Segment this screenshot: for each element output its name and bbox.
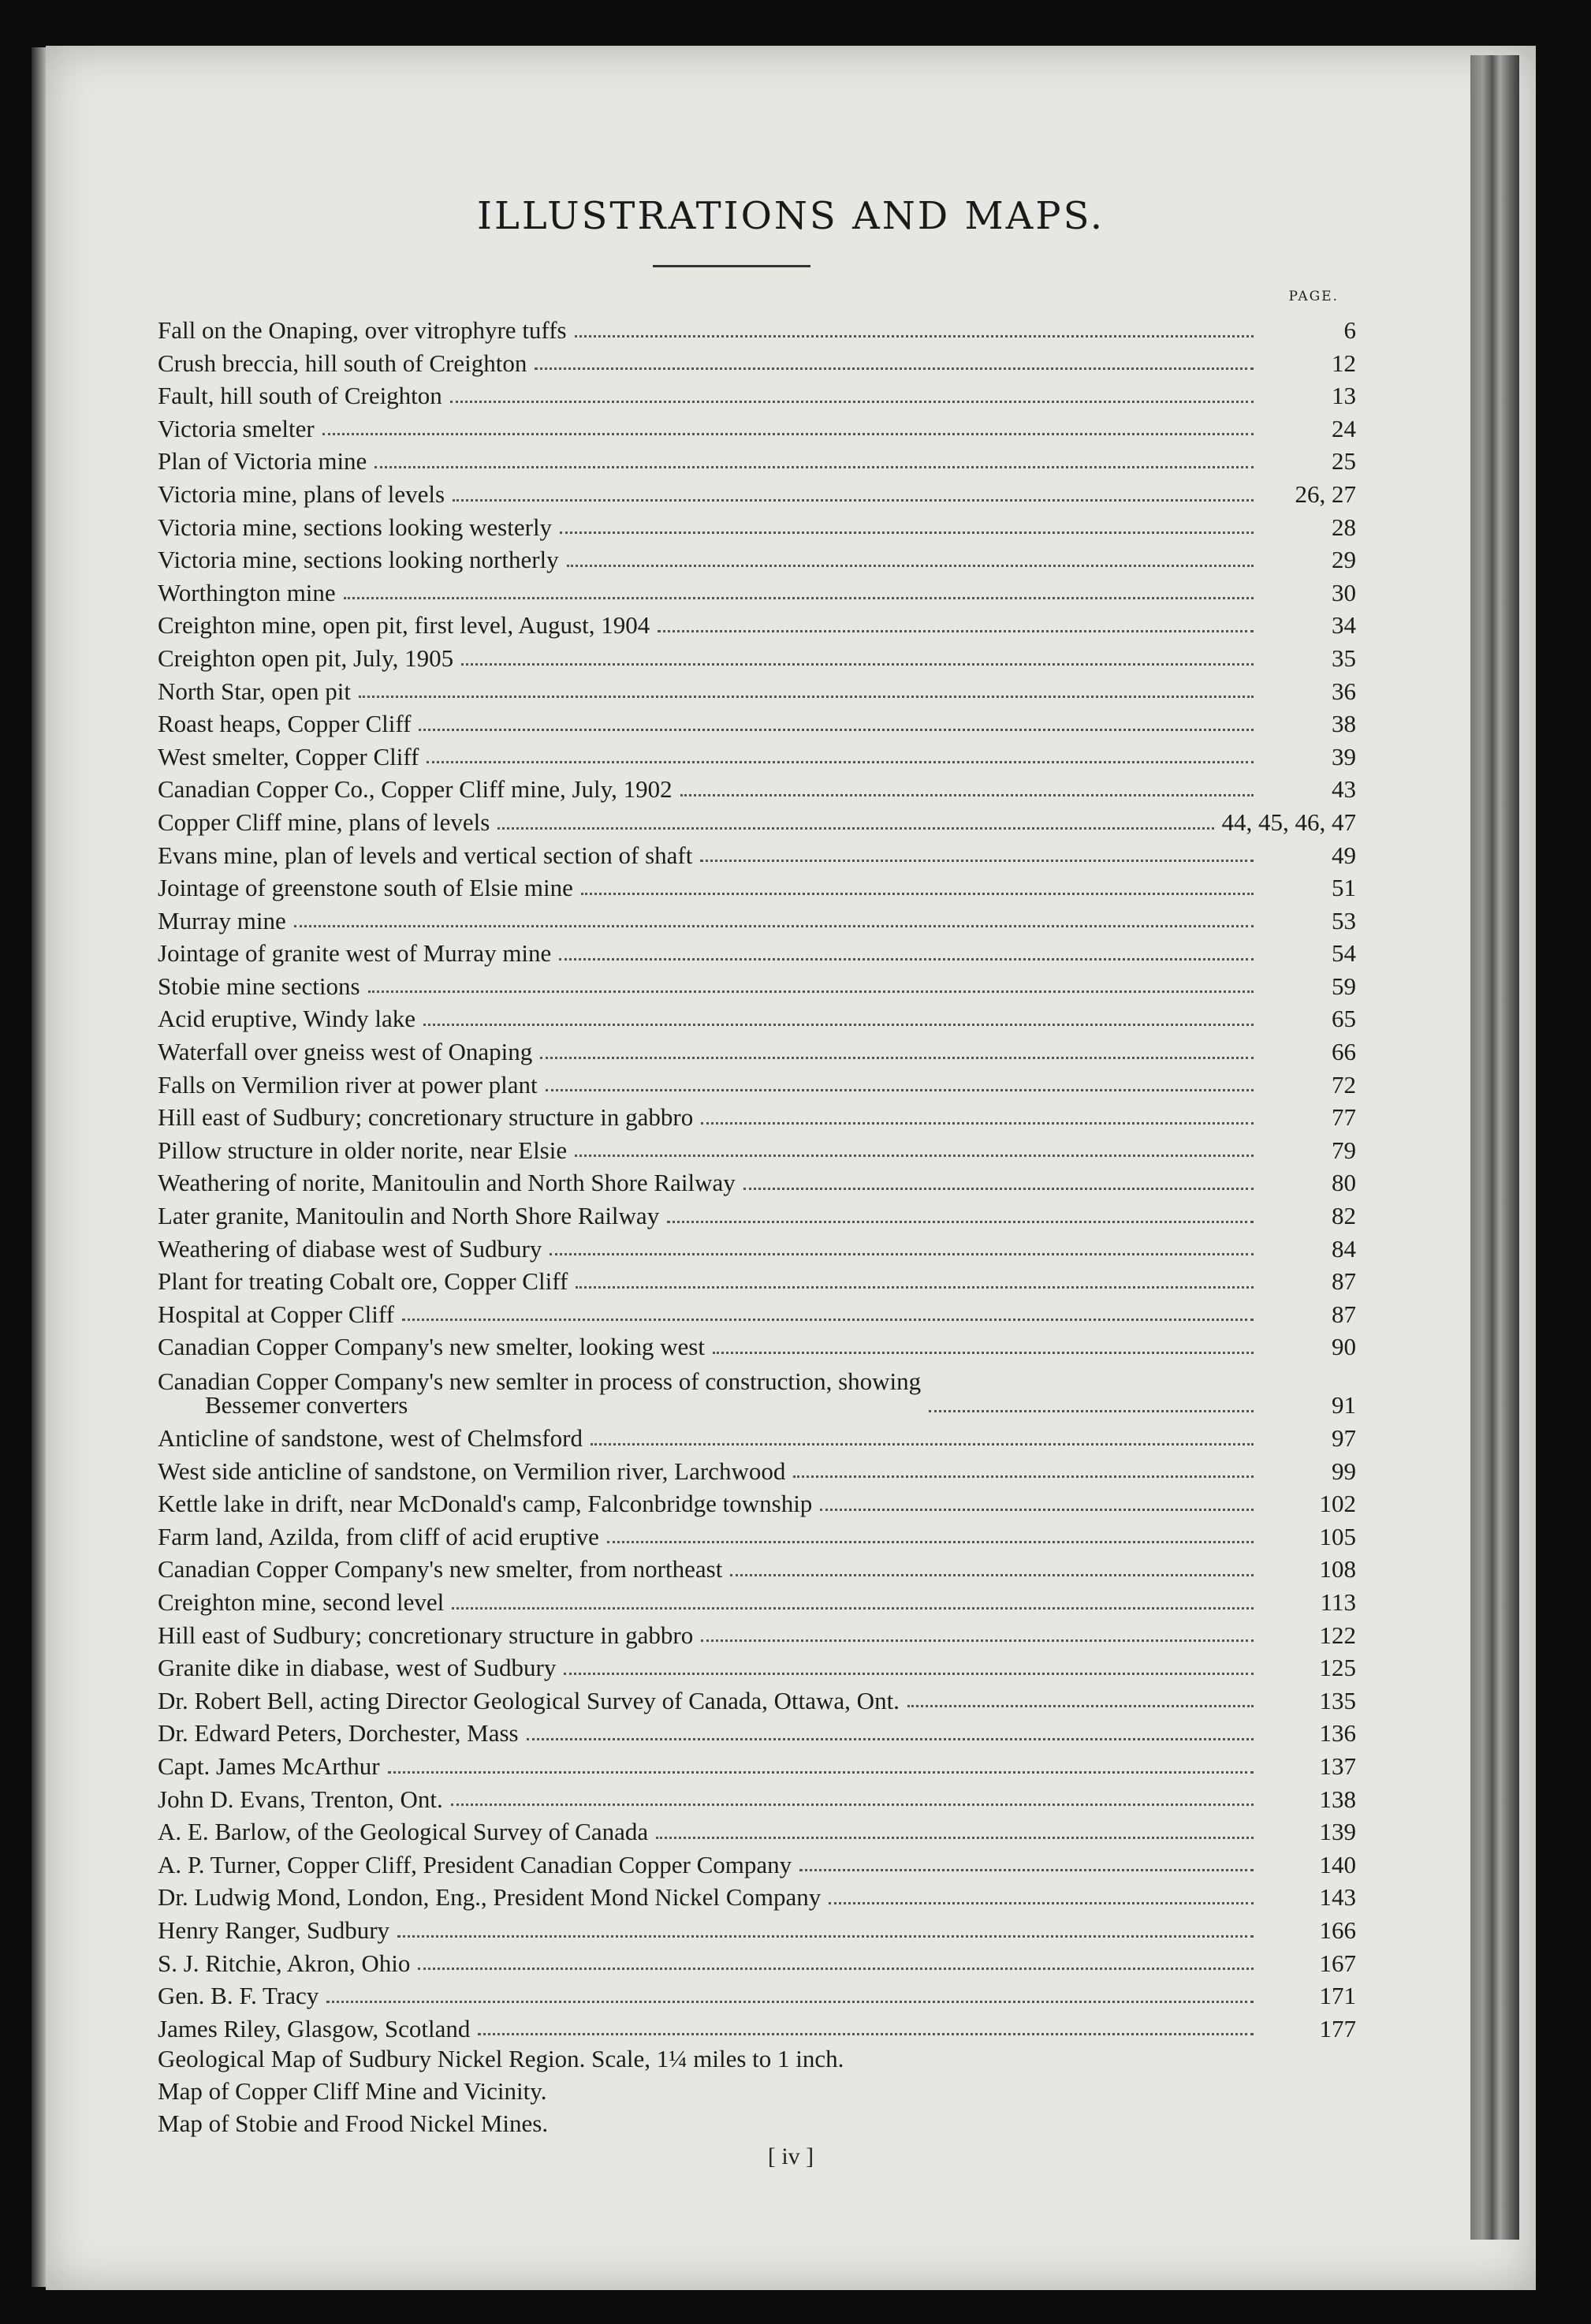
list-item [158,1783,1356,1816]
entry-title-text: Canadian Copper Co., Copper Cliff mine, July, 1902 [158,775,673,804]
list-item [158,445,1356,478]
page-number: 143 [1319,1883,1356,1912]
entry-title-text: John D. Evans, Trenton, Ont. [158,1785,443,1813]
dot-leader [344,597,1254,599]
dot-leader [929,1410,1254,1412]
entry-title-text: Fall on the Onaping, over vitrophyre tuffs [158,316,567,344]
page-folio: [ iv ] [767,2143,814,2169]
dot-leader [820,1509,1254,1511]
entry-title [158,576,336,610]
dot-leader [701,1639,1254,1642]
entry-title-text: Waterfall over gneiss west of Onaping [158,1038,533,1066]
page-number: 87 [1332,1267,1356,1296]
entry-title [158,1651,556,1684]
entry-title [158,839,692,872]
list-item [158,1553,1356,1586]
entry-title [158,1455,785,1488]
list-item [158,1684,1356,1718]
page-number: 72 [1332,1070,1356,1099]
entry-title [158,1487,812,1520]
dot-leader [423,1024,1254,1026]
dot-leader [326,2001,1254,2003]
entry-title-text: Capt. James McArthur [158,1751,380,1780]
entry-title-text: Hill east of Sudbury; concretionary structure in gabbro [158,1621,694,1649]
page-number: 30 [1332,578,1356,606]
list-item [158,642,1356,675]
dot-leader [793,1475,1254,1478]
list-item [158,1619,1356,1652]
entry-title-text: Crush breccia, hill south of Creighton [158,349,527,377]
page-number: 54 [1332,939,1356,968]
dot-leader [713,1352,1254,1354]
dot-leader [581,893,1254,895]
entry-title-text: Creighton mine, open pit, first level, August, 1904 [158,611,650,640]
dot-leader [546,1089,1254,1091]
entry-title-text: Victoria smelter [158,414,315,442]
entry-title [158,1233,542,1266]
entry-title [158,445,367,478]
dot-leader [907,1705,1254,1707]
entry-title-text: James Riley, Glasgow, Scotland [158,2014,471,2042]
dot-leader [535,367,1254,370]
entry-title-text: Jointage of greenstone south of Elsie mine [158,874,573,902]
page-number: 135 [1319,1686,1356,1714]
entry-title [158,1815,648,1848]
entry-title-text: Jointage of granite west of Murray mine [158,939,552,968]
entry-title [158,1298,394,1331]
entry-title [158,609,650,642]
page-number: 38 [1332,710,1356,738]
page-number: 87 [1332,1300,1356,1328]
page-number: 80 [1332,1169,1356,1197]
entry-title [158,1783,443,1816]
page-number: 26, 27 [1295,479,1356,508]
dot-leader [388,1771,1254,1774]
entry-title-text: S. J. Ritchie, Akron, Ohio [158,1949,411,1977]
dot-leader [591,1443,1254,1446]
entry-title-text: Copper Cliff mine, plans of levels [158,808,490,836]
entry-title-text: Granite dike in diabase, west of Sudbury [158,1654,557,1682]
entry-title [158,1199,659,1233]
entry-title-text: Murray mine [158,906,286,934]
dot-leader [374,466,1254,468]
page-number: 97 [1332,1424,1356,1452]
entry-title [158,937,551,970]
dot-leader [359,696,1254,698]
page-number: 82 [1332,1202,1356,1230]
entry-title-text: Hill east of Sudbury; concretionary structure in gabbro [158,1103,694,1132]
dot-leader [656,1837,1254,1839]
entry-title-text: Canadian Copper Company's new smelter, looking west [158,1333,705,1361]
entry-title [158,970,360,1003]
entry-title [158,1367,922,1422]
page-number: 166 [1319,1916,1356,1944]
page-number: 90 [1332,1333,1356,1361]
page-number: 79 [1332,1136,1356,1164]
book-spine-edge [1470,55,1519,2240]
entry-title-text: North Star, open pit [158,677,352,705]
page-number: 24 [1332,414,1356,442]
dot-leader [550,1253,1254,1255]
list-item [158,1166,1356,1199]
list-item [158,1881,1356,1914]
entry-title [158,1134,567,1167]
dot-leader [700,860,1254,862]
entry-title [158,1979,319,2013]
entry-title [158,1881,821,1914]
entry-title-text: Roast heaps, Copper Cliff [158,710,412,738]
entry-title-text: Anticline of sandstone, west of Chelmsford [158,1424,583,1452]
list-item [158,1422,1356,1455]
list-item [158,1002,1356,1035]
page-number: 91 [1332,1391,1356,1419]
title-rule [653,265,810,267]
entry-title [158,806,490,839]
entry-title-text: Fault, hill south of Creighton [158,382,442,410]
entry-title [158,1101,693,1134]
page-number: 13 [1332,382,1356,410]
dot-leader [607,1541,1254,1543]
entry-title-text: Weathering of norite, Manitoulin and North Shore Railway [158,1169,736,1197]
entry-title-text: West smelter, Copper Cliff [158,742,419,770]
entry-title-text: A. P. Turner, Copper Cliff, President Canadian Copper Company [158,1850,792,1878]
dot-leader [419,729,1254,731]
entry-title [158,905,286,938]
list-item [158,412,1356,446]
entry-title [158,1265,568,1298]
entry-title [158,511,552,544]
list-item [158,1717,1356,1750]
dot-leader [497,827,1213,830]
page-number: 171 [1319,1982,1356,2010]
list-item [158,2013,1356,2046]
list-item [158,1750,1356,1783]
page-number: 105 [1319,1522,1356,1550]
page-number: 36 [1332,677,1356,705]
entry-title [158,412,315,446]
page-number: 53 [1332,906,1356,934]
dot-leader [418,1968,1254,1970]
list-item [158,806,1356,839]
page-number: 102 [1319,1490,1356,1518]
list-item [158,970,1356,1003]
dot-leader [829,1902,1254,1904]
list-item [158,511,1356,544]
list-item [158,1265,1356,1298]
dot-leader [799,1869,1254,1871]
entry-title [158,1848,792,1882]
entry-title [158,1750,380,1783]
list-item [158,740,1356,774]
list-item [158,347,1356,380]
entry-title-text: Farm land, Azilda, from cliff of acid eruptive [158,1522,599,1550]
dot-leader [527,1738,1254,1740]
dot-leader [397,1935,1254,1938]
dot-leader [567,565,1254,567]
entry-title [158,1947,410,1980]
dot-leader [576,1286,1254,1289]
entry-title-text: Hospital at Copper Cliff [158,1300,394,1328]
entry-title [158,1914,389,1947]
entry-title-continuation: Bessemer converters [205,1391,408,1419]
list-item [158,609,1356,642]
entry-title [158,1520,599,1554]
page-number: 49 [1332,841,1356,869]
page-number: 43 [1332,775,1356,804]
map-item: Map of Copper Cliff Mine and Vicinity. [158,2077,547,2105]
page-number: 122 [1319,1621,1356,1649]
entry-title-text: Victoria mine, sections looking northerly [158,546,559,574]
list-item [158,1947,1356,1980]
dot-leader [294,925,1254,927]
list-item [158,871,1356,905]
list-item [158,1651,1356,1684]
entry-title [158,871,573,905]
page-number: 139 [1319,1818,1356,1846]
page-number: 35 [1332,643,1356,672]
list-item [158,1134,1356,1167]
page-number: 136 [1319,1719,1356,1748]
page-number: 167 [1319,1949,1356,1977]
dot-leader [478,2033,1254,2035]
page-column-label: PAGE. [1288,289,1339,304]
entry-title [158,1166,736,1199]
list-item [158,1199,1356,1233]
entry-title [158,543,559,576]
entry-title [158,773,673,806]
list-item [158,1363,1356,1422]
dot-leader [575,1155,1254,1157]
entry-title-text: Evans mine, plan of levels and vertical section of shaft [158,841,693,869]
entry-title [158,1330,705,1363]
page-number: 177 [1319,2014,1356,2042]
dot-leader [667,1221,1254,1223]
entry-title-text: Pillow structure in older norite, near Elsie [158,1136,568,1164]
entry-title-text: Canadian Copper Company's new semlter in process of construction, showing [158,1367,922,1395]
list-item [158,478,1356,511]
entry-title [158,1586,444,1619]
page-number: 25 [1332,447,1356,476]
entry-title [158,1717,519,1750]
entry-title-text: Stobie mine sections [158,972,360,1000]
illustrations-list [158,314,1356,2045]
entry-title-text: Creighton open pit, July, 1905 [158,643,454,672]
entry-title-text: Weathering of diabase west of Sudbury [158,1234,542,1263]
page-number: 66 [1332,1038,1356,1066]
list-item [158,1586,1356,1619]
dot-leader [450,401,1254,403]
dot-leader [322,433,1254,435]
entry-title-text: A. E. Barlow, of the Geological Survey of Canada [158,1818,649,1846]
list-item [158,1330,1356,1363]
entry-title [158,314,567,347]
page-number: 51 [1332,874,1356,902]
list-item [158,707,1356,740]
page-number: 34 [1332,611,1356,640]
list-item [158,1069,1356,1102]
entry-title [158,740,419,774]
list-item [158,1298,1356,1331]
entry-title [158,478,445,511]
dot-leader [402,1319,1254,1321]
page-number: 84 [1332,1234,1356,1263]
entry-title-text: Dr. Robert Bell, acting Director Geological Survey of Canada, Ottawa, Ont. [158,1686,900,1714]
page-number: 39 [1332,742,1356,770]
list-item [158,1520,1356,1554]
page-number: 99 [1332,1457,1356,1485]
dot-leader [540,1057,1254,1059]
list-item [158,1914,1356,1947]
page-number: 44, 45, 46, 47 [1221,808,1356,836]
page-number: 65 [1332,1005,1356,1033]
list-item [158,543,1356,576]
entry-title-text: Henry Ranger, Sudbury [158,1916,390,1944]
entry-title-text: Plan of Victoria mine [158,447,367,476]
entry-title [158,2013,470,2046]
dot-leader [743,1188,1254,1190]
entry-title [158,707,411,740]
page-number: 59 [1332,972,1356,1000]
entry-title-text: Acid eruptive, Windy lake [158,1005,416,1033]
entry-title-text: Canadian Copper Company's new smelter, from northeast [158,1555,723,1584]
page-number: 12 [1332,349,1356,377]
list-item [158,1979,1356,2013]
list-item [158,1455,1356,1488]
dot-leader [575,335,1254,338]
page-number: 137 [1319,1751,1356,1780]
dot-leader [452,1607,1254,1610]
entry-title [158,1553,722,1586]
list-item [158,1101,1356,1134]
page-number: 6 [1343,316,1356,344]
entry-title [158,1069,538,1102]
entry-title-text: Plant for treating Cobalt ore, Copper Cliff [158,1267,568,1296]
list-item [158,773,1356,806]
list-item [158,1233,1356,1266]
entry-title-text: West side anticline of sandstone, on Vermilion river, Larchwood [158,1457,786,1485]
entry-title-text: Dr. Edward Peters, Dorchester, Mass [158,1719,519,1748]
dot-leader [560,532,1254,534]
entry-title-text: Victoria mine, sections looking westerly [158,513,553,541]
entry-title-text: Later granite, Manitoulin and North Shore Railway [158,1202,660,1230]
dot-leader [730,1574,1254,1576]
list-item [158,1815,1356,1848]
entry-title [158,379,442,412]
page-number: 108 [1319,1555,1356,1584]
entry-title [158,1035,532,1069]
list-item [158,675,1356,708]
entry-title [158,347,527,380]
entry-title [158,642,453,675]
list-item [158,1035,1356,1069]
entry-title [158,1002,415,1035]
book-page [46,46,1536,2290]
list-item [158,1848,1356,1882]
entry-title-text: Gen. B. F. Tracy [158,1982,319,2010]
entry-title-text: Worthington mine [158,578,336,606]
list-item [158,1487,1356,1520]
page-number: 125 [1319,1654,1356,1682]
entry-title [158,675,351,708]
dot-leader [701,1122,1254,1125]
entry-title-text: Dr. Ludwig Mond, London, Eng., President Mond Nickel Company [158,1883,822,1912]
list-item [158,905,1356,938]
dot-leader [453,499,1254,502]
dot-leader [658,630,1254,632]
list-item [158,379,1356,412]
entry-title [158,1422,583,1455]
entry-title [158,1619,693,1652]
entry-title-text: Victoria mine, plans of levels [158,479,445,508]
page-title: ILLUSTRATIONS AND MAPS. [476,194,1105,238]
entry-title-text: Creighton mine, second level [158,1587,445,1616]
dot-leader [427,761,1254,763]
list-item [158,839,1356,872]
dot-leader [461,663,1254,666]
dot-leader [564,1673,1254,1675]
page-number: 28 [1332,513,1356,541]
entry-title-text: Falls on Vermilion river at power plant [158,1070,538,1099]
map-item: Geological Map of Sudbury Nickel Region. Scale, 1¼ miles to 1 inch. [158,2045,844,2072]
dot-leader [680,794,1254,796]
dot-leader [559,958,1254,961]
list-item [158,937,1356,970]
page-number: 140 [1319,1850,1356,1878]
page-number: 77 [1332,1103,1356,1132]
page-number: 138 [1319,1785,1356,1813]
dot-leader [451,1804,1254,1806]
dot-leader [368,990,1254,993]
list-item [158,576,1356,610]
map-item: Map of Stobie and Frood Nickel Mines. [158,2110,549,2137]
page-number: 29 [1332,546,1356,574]
entry-title-text: Kettle lake in drift, near McDonald's camp, Falconbridge township [158,1490,813,1518]
list-item [158,314,1356,347]
page-number: 113 [1320,1587,1356,1616]
maps-list [158,2042,1340,2139]
entry-title [158,1684,900,1718]
